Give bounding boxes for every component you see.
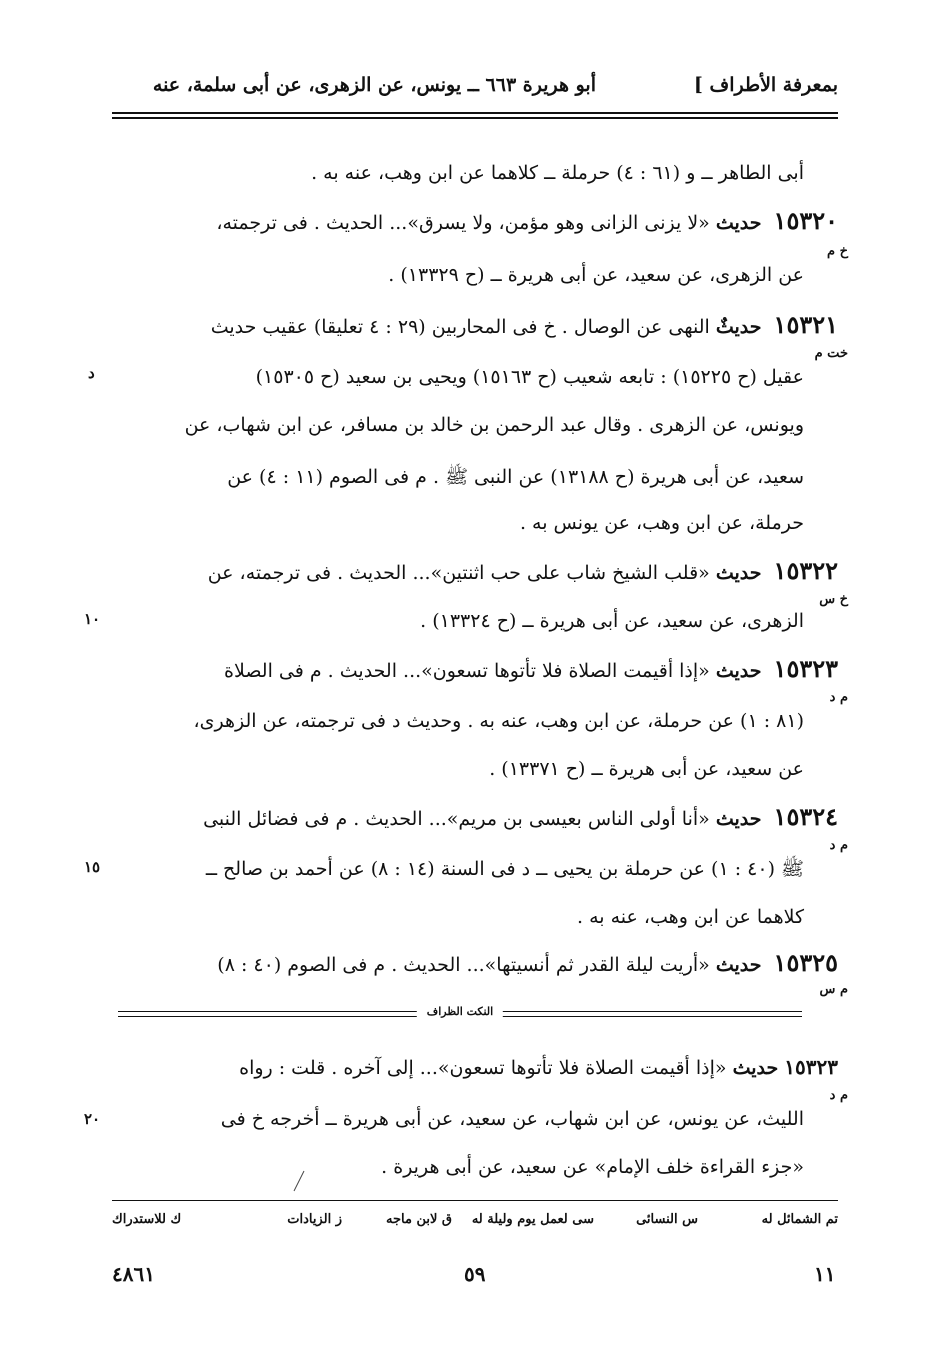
sigla: م د: [829, 838, 848, 853]
hadith-word: حديث: [715, 808, 762, 830]
legend-item: س النسائى: [636, 1212, 698, 1227]
entry-text: «إذا أقيمت الصلاة فلا تأتوها تسعون»... إلى آخره . قلت : رواه: [239, 1057, 727, 1079]
entry-number: ١٥٣٢١: [773, 310, 838, 339]
text-line: حرملة، عن ابن وهب، عن يونس به .: [519, 512, 804, 534]
entry-number: ١٥٣٢٥: [773, 948, 838, 977]
sigla: م د: [829, 690, 848, 705]
entry-15320: [112, 206, 838, 238]
text-line: الزهرى، عن سعيد، عن أبى هريرة ــ (ح ١٣٣٢٤) .: [420, 610, 804, 632]
text-line: أبى الطاهر ــ و (٦١ : ٤) حرملة ــ كلاهما عن ابن وهب، عنه به .: [311, 162, 804, 184]
nukat-separator: [118, 1005, 802, 1025]
entry-number: ١٥٣٢٤: [773, 802, 838, 831]
sigla: م د: [829, 1088, 848, 1103]
margin-line-number: ١٥: [84, 858, 101, 876]
text-line: ويونس، عن الزهرى . وقال عبد الرحمن بن خالد بن مسافر، عن ابن شهاب، عن: [184, 414, 804, 436]
folio-right: ١١: [814, 1262, 836, 1286]
legend-item: ز الزيادات: [287, 1212, 342, 1227]
hadith-word: حديث: [715, 954, 762, 976]
hadith-word: حديث: [732, 1057, 779, 1079]
pencil-mark-icon: [292, 1170, 306, 1192]
hadith-word: حديثٌ: [715, 316, 762, 338]
sigla: خ س: [819, 592, 848, 607]
entry-15322: [112, 556, 838, 588]
legend-item: ق لابن ماجه: [386, 1212, 452, 1227]
sigla-legend: [112, 1210, 838, 1234]
text-line: (٨١ : ١) عن حرملة، عن ابن وهب، عنه به . وحديث د فى ترجمته، عن الزهرى،: [193, 710, 804, 732]
entry-number: ١٥٣٢٣: [773, 654, 838, 683]
text-line: ﷺ (٤٠ : ١) عن حرملة بن يحيى ــ د فى السنة (١٤ : ٨) عن أحمد بن صالح ــ: [205, 858, 804, 880]
text-line: سعيد، عن أبى هريرة (ح ١٣١٨٨) عن النبى ﷺ . م فى الصوم (١١ : ٤) عن: [227, 466, 804, 488]
margin-line-number: ١٠: [84, 610, 101, 628]
entry-text: «أريت ليلة القدر ثم أنسيتها»... الحديث . م فى الصوم (٤٠ : ٨): [217, 954, 710, 976]
entry-text: «أنا أولى الناس بعيسى بن مريم»... الحديث . م فى فضائل النبى: [203, 808, 710, 830]
note-15323: [112, 1052, 838, 1083]
sigla: خ م: [827, 244, 848, 259]
entry-text: النهى عن الوصال . خ فى المحاربين (٢٩ : ٤ تعليقا) عقيب حديث: [210, 316, 710, 338]
hadith-word: حديث: [715, 212, 762, 234]
page-number: ٥٩: [464, 1262, 486, 1286]
text-line: كلاهما عن ابن وهب، عنه به .: [577, 906, 804, 928]
legend-item: ك للاستدراك: [112, 1212, 182, 1227]
running-header: [112, 70, 838, 110]
footer-rule: [112, 1200, 838, 1201]
hadith-word: حديث: [715, 562, 762, 584]
header-rule-bottom: [112, 117, 838, 119]
entry-text: «قلب الشيخ شاب على حب اثنتين»... الحديث . فى ترجمته، عن: [207, 562, 710, 584]
text-line: الليث، عن يونس، عن ابن شهاب، عن سعيد، عن أبى هريرة ــ أخرجه خ فى: [220, 1108, 804, 1130]
hadith-word: حديث: [715, 660, 762, 682]
legend-item: تم الشمائل له: [761, 1212, 838, 1227]
header-center: أبو هريرة ٦٦٣ ــ يونس، عن الزهرى، عن أبى سلمة، عنه: [152, 74, 596, 96]
sigla: م س: [819, 982, 848, 997]
text-line: «جزء القراءة خلف الإمام» عن سعيد، عن أبى هريرة .: [381, 1156, 804, 1178]
text-line: عقيل (ح ١٥٢٢٥) : تابعه شعيب (ح ١٥١٦٣) ويحيى بن سعيد (ح ١٥٣٠٥): [255, 366, 804, 388]
entry-text: «إذا أقيمت الصلاة فلا تأتوها تسعون»... الحديث . م فى الصلاة: [224, 660, 710, 682]
text-line: عن الزهرى، عن سعيد، عن أبى هريرة ــ (ح ١٣٣٢٩) .: [388, 264, 804, 286]
entry-15325: [112, 948, 838, 980]
text-line: عن سعيد، عن أبى هريرة ــ (ح ١٣٣٧١) .: [489, 758, 804, 780]
header-rule-top: [112, 112, 838, 114]
separator-label: النكت الظراف: [417, 1005, 503, 1018]
entry-15321: [112, 310, 838, 342]
margin-line-number: ٢٠: [84, 1110, 101, 1128]
entry-number: ١٥٣٢٣: [784, 1055, 838, 1079]
folio-left: ٤٨٦١: [112, 1262, 155, 1286]
entry-15323: [112, 654, 838, 686]
entry-15324: [112, 802, 838, 834]
header-title: بمعرفة الأطراف ]: [693, 74, 838, 96]
margin-letter: د: [88, 364, 95, 382]
legend-item: سى لعمل يوم وليلة له: [471, 1212, 594, 1227]
entry-text: «لا يزنى الزانى وهو مؤمن، ولا يسرق»... الحديث . فى ترجمته،: [216, 212, 710, 234]
entry-number: ١٥٣٢٢: [773, 556, 838, 585]
sigla: خت م: [814, 346, 848, 361]
entry-number: ١٥٣٢٠: [773, 206, 838, 235]
